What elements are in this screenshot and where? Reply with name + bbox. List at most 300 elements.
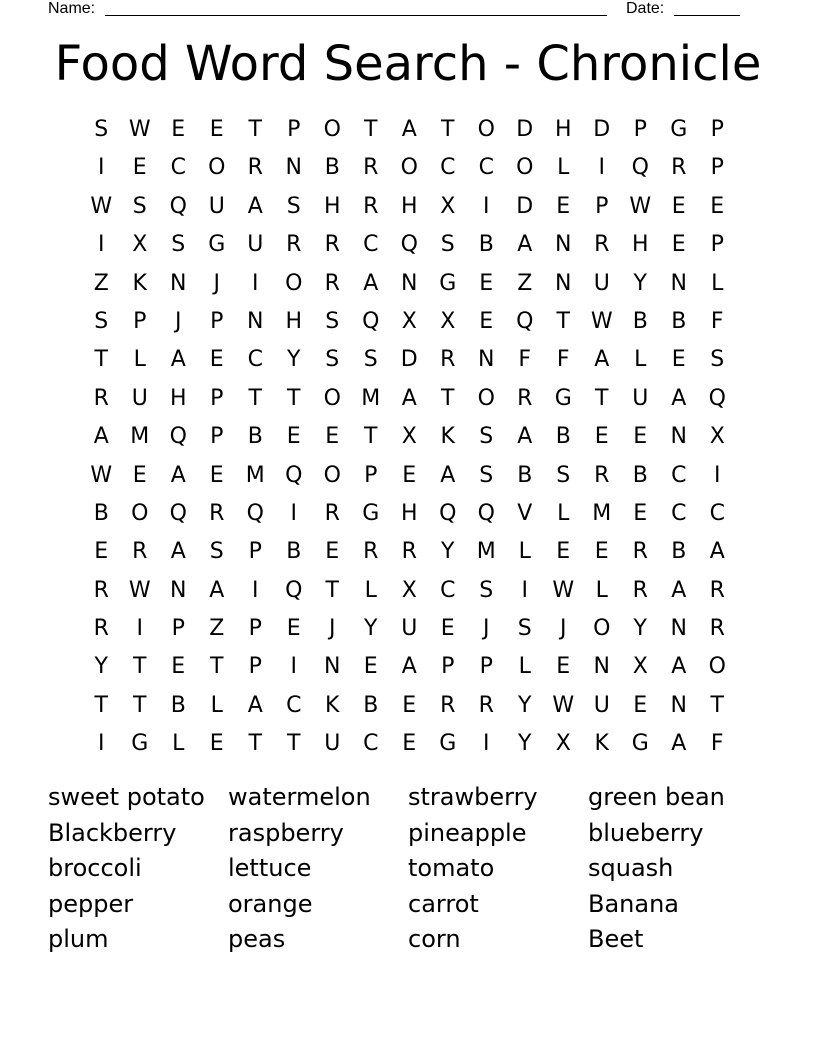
grid-letter: I [252, 270, 259, 296]
grid-letter: N [670, 616, 687, 642]
grid-letter: N [555, 270, 572, 296]
grid-letter: K [132, 270, 147, 296]
word-list-item: pineapple [408, 818, 527, 847]
grid-letter: Z [209, 616, 225, 642]
grid-letter: P [595, 193, 609, 219]
grid-letter: O [477, 117, 495, 142]
grid-letter: E [132, 155, 147, 181]
grid-letter: E [286, 424, 301, 450]
grid-letter: G [554, 385, 572, 411]
grid-letter: T [556, 308, 570, 334]
grid-letter: P [710, 155, 724, 181]
grid-letter: Q [285, 577, 303, 603]
grid-letter: G [131, 731, 149, 757]
grid-letter: M [476, 539, 496, 565]
grid-letter: H [400, 193, 418, 219]
grid-letter: X [709, 424, 725, 450]
grid-letter: W [629, 193, 652, 219]
grid-letter: N [324, 654, 341, 680]
grid-letter: B [632, 308, 648, 334]
grid-letter: R [132, 539, 148, 565]
grid-letter: X [401, 577, 417, 603]
grid-letter: E [363, 654, 378, 680]
grid-letter: B [478, 232, 494, 258]
grid-letter: P [171, 616, 185, 642]
grid-letter: P [364, 462, 378, 488]
grid-letter: H [323, 193, 341, 219]
grid-letter: B [517, 462, 533, 488]
grid-letter: L [595, 577, 608, 603]
header-line [48, 0, 748, 20]
grid-letter: T [441, 385, 455, 411]
grid-letter: O [323, 385, 341, 411]
grid-letter: C [440, 577, 456, 603]
grid-letter: R [93, 577, 109, 603]
grid-letter: T [364, 424, 378, 450]
grid-letter: Y [364, 616, 378, 642]
grid-letter: T [248, 117, 262, 142]
grid-letter: Q [285, 462, 303, 488]
grid-letter: Y [633, 616, 647, 642]
grid-letter: H [169, 385, 187, 411]
grid-letter: E [556, 193, 571, 219]
grid-letter: C [709, 500, 725, 526]
grid-letter: S [325, 347, 340, 373]
grid-letter: J [175, 308, 182, 334]
grid-letter: A [170, 462, 186, 488]
grid-letter: P [210, 424, 224, 450]
grid-letter: C [247, 347, 263, 373]
grid-letter: S [94, 117, 109, 142]
grid-letter: A [170, 347, 186, 373]
grid-letter: M [592, 500, 612, 526]
grid-letter: C [478, 155, 494, 181]
date-label: Date: [626, 0, 665, 17]
grid-letter: S [132, 193, 147, 219]
grid-letter: R [632, 577, 648, 603]
grid-letter: A [671, 385, 687, 411]
grid-letter: A [170, 539, 186, 565]
grid-letter: T [133, 654, 147, 680]
grid-letter: T [94, 347, 108, 373]
grid-letter: A [363, 270, 379, 296]
grid-letter: N [478, 347, 495, 373]
grid-letter: N [170, 270, 187, 296]
grid-letter: O [323, 462, 341, 488]
grid-letter: E [479, 308, 494, 334]
grid-letter: N [247, 308, 264, 334]
page-title: Food Word Search - Chronicle [54, 36, 762, 92]
grid-letter: J [560, 616, 567, 642]
grid-letter: L [557, 155, 570, 181]
grid-letter: S [286, 193, 301, 219]
grid-letter: Q [631, 155, 649, 181]
grid-letter: P [710, 117, 724, 142]
grid-letter: T [94, 692, 108, 718]
grid-letter: G [631, 731, 649, 757]
grid-letter: A [517, 232, 533, 258]
name-blank-line [105, 15, 607, 16]
word-list-item: blueberry [588, 818, 704, 847]
grid-letter: A [709, 539, 725, 565]
grid-letter: P [248, 539, 262, 565]
grid-letter: N [670, 424, 687, 450]
grid-letter: A [93, 424, 109, 450]
grid-letter: X [555, 731, 571, 757]
grid-letter: D [593, 117, 611, 142]
grid-letter: O [477, 385, 495, 411]
grid-letter: Y [518, 731, 532, 757]
grid-letter: T [287, 731, 301, 757]
grid-letter: U [131, 385, 148, 411]
word-list-item: sweet potato [48, 783, 205, 811]
grid-letter: W [128, 117, 151, 142]
grid-letter: L [210, 692, 223, 718]
word-list-item: Banana [588, 889, 680, 918]
grid-letter: H [631, 232, 649, 258]
word-list-item: pepper [48, 889, 134, 918]
grid-letter: R [594, 462, 610, 488]
letter-grid [82, 111, 737, 764]
grid-letter: E [286, 616, 301, 642]
word-list-item: squash [588, 854, 674, 883]
grid-letter: Q [362, 308, 380, 334]
grid-letter: Q [169, 500, 187, 526]
grid-letter: R [401, 539, 417, 565]
grid-letter: H [554, 117, 572, 142]
grid-letter: R [671, 155, 687, 181]
grid-letter: Y [518, 692, 532, 718]
grid-letter: B [671, 308, 687, 334]
grid-letter: Q [246, 500, 264, 526]
grid-letter: G [439, 731, 457, 757]
grid-letter: G [670, 117, 688, 142]
grid-letter: Y [441, 539, 455, 565]
grid-letter: E [209, 117, 224, 142]
grid-letter: C [440, 155, 456, 181]
word-list [48, 780, 768, 958]
grid-letter: B [247, 424, 263, 450]
grid-letter: S [479, 424, 494, 450]
grid-letter: N [593, 654, 610, 680]
grid-letter: I [98, 232, 105, 258]
grid-letter: W [90, 462, 113, 488]
grid-letter: W [552, 692, 575, 718]
grid-letter: T [364, 117, 378, 142]
grid-letter: P [248, 654, 262, 680]
grid-letter: F [518, 347, 532, 373]
grid-letter: S [440, 232, 455, 258]
grid-letter: N [401, 270, 418, 296]
grid-letter: M [361, 385, 381, 411]
grid-letter: E [209, 347, 224, 373]
grid-letter: I [98, 731, 105, 757]
grid-letter: E [402, 692, 417, 718]
grid-letter: E [671, 193, 686, 219]
grid-letter: R [517, 385, 533, 411]
grid-letter: A [594, 347, 610, 373]
grid-letter: B [324, 155, 340, 181]
grid-letter: H [400, 500, 418, 526]
grid-letter: R [440, 347, 456, 373]
grid-letter: A [247, 692, 263, 718]
grid-letter: R [324, 270, 340, 296]
grid-letter: I [483, 731, 490, 757]
grid-letter: L [364, 577, 377, 603]
grid-letter: T [325, 577, 339, 603]
grid-letter: P [210, 385, 224, 411]
grid-letter: U [324, 731, 341, 757]
grid-letter: R [440, 692, 456, 718]
grid-letter: S [556, 462, 571, 488]
grid-letter: B [363, 692, 379, 718]
grid-letter: L [518, 654, 531, 680]
grid-letter: R [324, 500, 340, 526]
grid-letter: I [290, 654, 297, 680]
grid-letter: A [209, 577, 225, 603]
grid-letter: R [632, 539, 648, 565]
grid-letter: A [671, 731, 687, 757]
grid-letter: L [518, 539, 531, 565]
name-label: Name: [48, 0, 96, 17]
grid-letter: R [93, 616, 109, 642]
grid-letter: L [172, 731, 185, 757]
grid-letter: E [633, 692, 648, 718]
grid-letter: P [210, 308, 224, 334]
grid-letter: O [131, 500, 149, 526]
grid-letter: D [516, 193, 534, 219]
grid-letter: R [93, 385, 109, 411]
grid-letter: Q [400, 232, 418, 258]
grid-letter: C [671, 500, 687, 526]
grid-letter: A [401, 117, 417, 142]
grid-letter: E [671, 232, 686, 258]
grid-letter: C [363, 731, 379, 757]
grid-letter: O [516, 155, 534, 181]
grid-letter: P [710, 232, 724, 258]
grid-letter: E [171, 654, 186, 680]
grid-letter: P [633, 117, 647, 142]
grid-letter: T [133, 692, 147, 718]
grid-letter: V [517, 500, 533, 526]
grid-letter: P [441, 654, 455, 680]
grid-letter: X [440, 193, 456, 219]
grid-letter: E [209, 731, 224, 757]
grid-letter: L [133, 347, 146, 373]
grid-letter: S [710, 347, 725, 373]
grid-letter: N [555, 232, 572, 258]
grid-letter: K [594, 731, 609, 757]
grid-letter: J [329, 616, 336, 642]
grid-letter: C [170, 155, 186, 181]
grid-letter: R [594, 232, 610, 258]
grid-letter: X [440, 308, 456, 334]
grid-letter: C [671, 462, 687, 488]
grid-letter: M [130, 424, 150, 450]
word-list-item: watermelon [228, 783, 371, 811]
grid-letter: J [483, 616, 490, 642]
grid-letter: R [478, 692, 494, 718]
grid-letter: S [479, 462, 494, 488]
grid-letter: Q [708, 385, 726, 411]
word-list-item: broccoli [48, 854, 142, 883]
grid-letter: E [671, 347, 686, 373]
grid-letter: I [290, 500, 297, 526]
grid-letter: A [517, 424, 533, 450]
grid-letter: E [94, 539, 109, 565]
grid-letter: N [670, 692, 687, 718]
grid-letter: Q [169, 424, 187, 450]
grid-letter: T [210, 654, 224, 680]
grid-letter: Y [287, 347, 301, 373]
grid-letter: P [248, 616, 262, 642]
grid-letter: R [363, 539, 379, 565]
grid-letter: T [710, 692, 724, 718]
grid-letter: K [440, 424, 455, 450]
grid-letter: I [136, 616, 143, 642]
grid-letter: I [521, 577, 528, 603]
grid-letter: K [325, 692, 340, 718]
grid-letter: C [286, 692, 302, 718]
date-blank-line [674, 15, 740, 16]
word-list-item: tomato [408, 854, 495, 883]
word-list-item: lettuce [228, 854, 312, 883]
grid-letter: N [670, 270, 687, 296]
grid-letter: B [555, 424, 571, 450]
grid-letter: B [632, 462, 648, 488]
grid-letter: D [400, 347, 418, 373]
grid-letter: E [479, 270, 494, 296]
grid-letter: Y [633, 270, 647, 296]
grid-letter: X [401, 308, 417, 334]
grid-letter: S [94, 308, 109, 334]
grid-letter: I [483, 193, 490, 219]
grid-letter: O [400, 155, 418, 181]
grid-letter: R [709, 616, 725, 642]
grid-letter: F [710, 308, 724, 334]
grid-letter: C [363, 232, 379, 258]
grid-letter: A [247, 193, 263, 219]
grid-letter: A [671, 577, 687, 603]
grid-letter: E [594, 539, 609, 565]
grid-letter: B [286, 539, 302, 565]
grid-letter: Z [93, 270, 109, 296]
grid-letter: O [593, 616, 611, 642]
grid-letter: S [363, 347, 378, 373]
word-list-item: orange [228, 889, 313, 918]
grid-letter: T [287, 385, 301, 411]
grid-letter: E [556, 654, 571, 680]
grid-letter: Z [517, 270, 533, 296]
grid-letter: R [363, 155, 379, 181]
grid-letter: X [401, 424, 417, 450]
grid-letter: S [171, 232, 186, 258]
grid-letter: B [170, 692, 186, 718]
grid-letter: R [209, 500, 225, 526]
grid-letter: A [401, 654, 417, 680]
grid-letter: O [285, 270, 303, 296]
grid-letter: S [479, 577, 494, 603]
grid-letter: U [632, 385, 649, 411]
grid-letter: F [710, 731, 724, 757]
grid-letter: Y [94, 654, 108, 680]
grid-letter: N [170, 577, 187, 603]
grid-letter: R [247, 155, 263, 181]
grid-letter: W [128, 577, 151, 603]
grid-letter: I [598, 155, 605, 181]
grid-letter: E [402, 462, 417, 488]
grid-letter: S [209, 539, 224, 565]
grid-letter: O [708, 654, 726, 680]
grid-letter: E [171, 117, 186, 142]
grid-letter: S [325, 308, 340, 334]
grid-letter: Q [477, 500, 495, 526]
grid-letter: X [632, 654, 648, 680]
grid-letter: E [594, 424, 609, 450]
grid-letter: G [439, 270, 457, 296]
grid-letter: E [633, 424, 648, 450]
word-list-item: green bean [588, 783, 725, 811]
word-list-item: peas [228, 925, 286, 954]
grid-letter: O [323, 117, 341, 142]
grid-letter: E [132, 462, 147, 488]
grid-letter: E [633, 500, 648, 526]
grid-letter: W [90, 193, 113, 219]
grid-letter: E [402, 731, 417, 757]
grid-letter: A [401, 385, 417, 411]
grid-letter: A [440, 462, 456, 488]
grid-letter: F [556, 347, 570, 373]
grid-letter: E [440, 616, 455, 642]
word-list-item: strawberry [408, 783, 538, 811]
grid-letter: G [362, 500, 380, 526]
grid-letter: T [248, 731, 262, 757]
grid-letter: U [247, 232, 264, 258]
grid-letter: N [285, 155, 302, 181]
grid-letter: T [248, 385, 262, 411]
grid-letter: J [213, 270, 220, 296]
grid-letter: R [286, 232, 302, 258]
grid-letter: U [593, 692, 610, 718]
grid-letter: R [324, 232, 340, 258]
grid-letter: Q [439, 500, 457, 526]
word-list-item: raspberry [228, 818, 344, 847]
grid-letter: T [441, 117, 455, 142]
grid-letter: I [714, 462, 721, 488]
grid-letter: E [325, 424, 340, 450]
grid-letter: P [479, 654, 493, 680]
word-list-item: carrot [408, 889, 479, 918]
grid-letter: D [516, 117, 534, 142]
grid-letter: M [245, 462, 265, 488]
grid-letter: L [711, 270, 724, 296]
grid-letter: O [208, 155, 226, 181]
grid-letter: E [325, 539, 340, 565]
word-list-item: corn [408, 925, 461, 954]
grid-letter: U [593, 270, 610, 296]
grid-letter: Q [169, 193, 187, 219]
grid-letter: R [363, 193, 379, 219]
grid-letter: Q [516, 308, 534, 334]
grid-letter: I [252, 577, 259, 603]
grid-letter: W [552, 577, 575, 603]
grid-letter: U [208, 193, 225, 219]
grid-letter: S [517, 616, 532, 642]
word-list-item: Blackberry [48, 818, 177, 847]
grid-letter: X [132, 232, 148, 258]
word-list-item: plum [48, 925, 109, 954]
grid-letter: P [287, 117, 301, 142]
